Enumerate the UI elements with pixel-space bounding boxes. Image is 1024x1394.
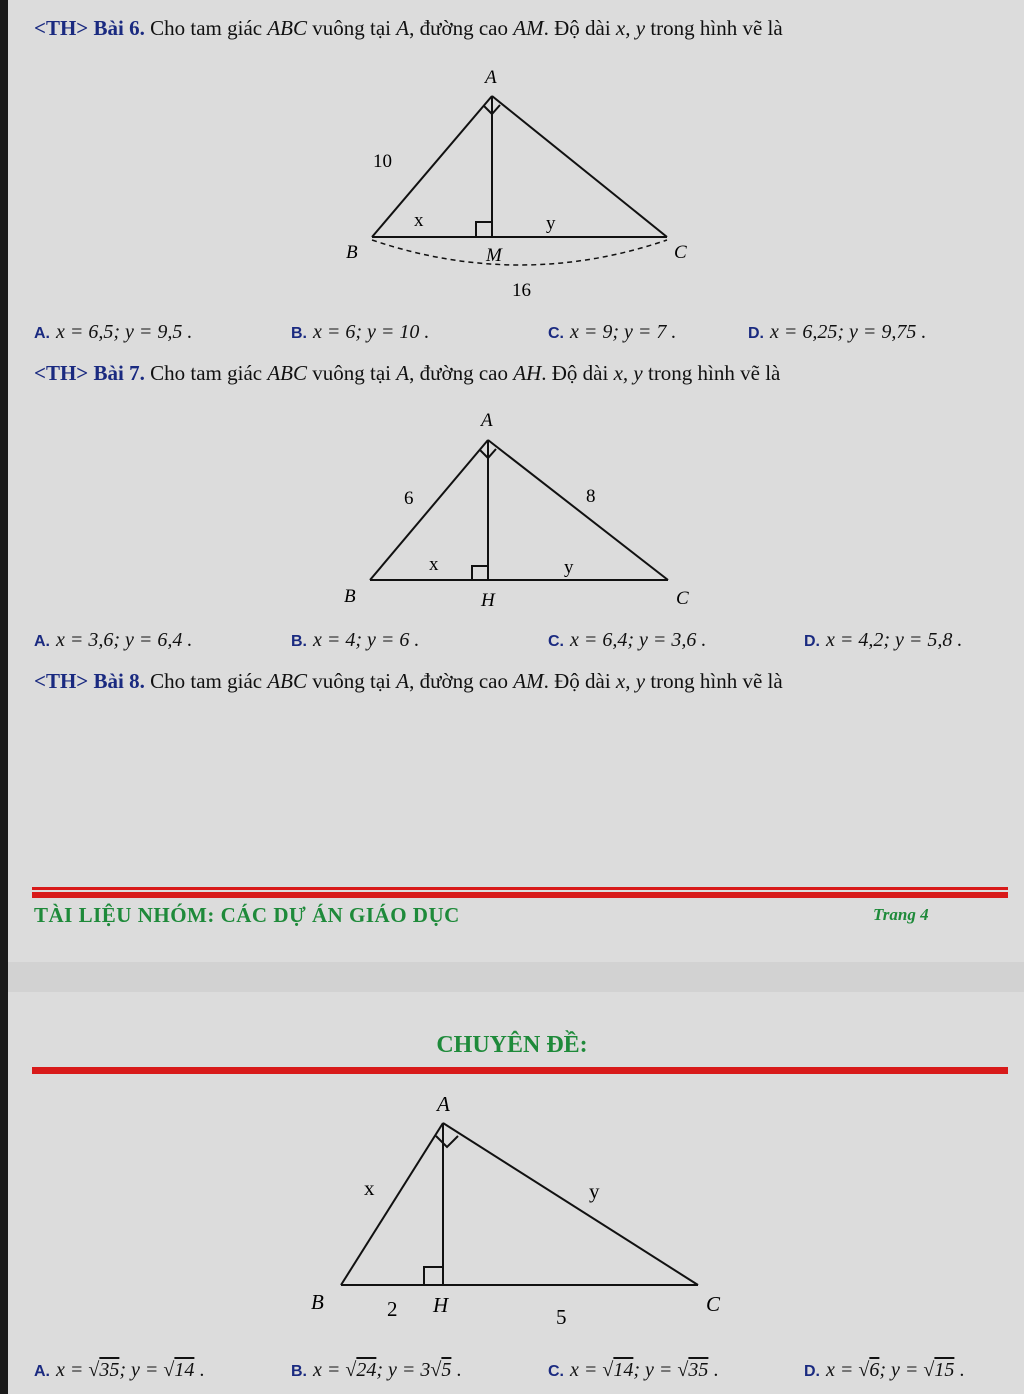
option-value: x = 4; y = 6 . (313, 629, 420, 651)
radicand: 14 (613, 1359, 634, 1381)
figure-6 (372, 96, 667, 265)
option-letter: D. (748, 325, 764, 342)
fig7-label-6: 6 (404, 488, 414, 509)
footer-rule-thick (32, 892, 1008, 898)
problem-tag: <TH> (34, 669, 89, 693)
math: A (396, 361, 410, 385)
problem-7-option-a[interactable] (34, 629, 192, 652)
option-value: x = 4,2; y = 5,8 . (826, 629, 963, 651)
radicand: 6 (869, 1359, 880, 1381)
text: Cho tam giác (150, 669, 268, 693)
problem-7-option-d[interactable] (804, 629, 962, 652)
footer-rule-thin (32, 887, 1008, 890)
text: , đường cao (409, 16, 514, 40)
option-value: x = 3,6; y = 6,4 . (56, 629, 193, 651)
problem-8-option-b[interactable]: B. x = √24; y = 3√5 . (291, 1359, 462, 1381)
fig6-label-y: y (546, 213, 556, 234)
fig6-label-A: A (485, 67, 497, 88)
footer-group-name: TÀI LIỆU NHÓM: CÁC DỰ ÁN GIÁO DỤC (34, 903, 460, 927)
fig8-label-C: C (706, 1292, 721, 1316)
problem-number: Bài 8. (93, 669, 145, 693)
option-value: x = 9; y = 7 . (570, 321, 677, 343)
heading-rule (32, 1067, 1008, 1074)
problem-7-option-b[interactable] (291, 629, 419, 652)
text: trong hình vẽ là (645, 16, 783, 40)
text: , đường cao (409, 361, 514, 385)
fig7-label-8: 8 (586, 486, 596, 507)
text: . Độ dài (543, 669, 616, 693)
option-value: ; y = 3 (376, 1359, 431, 1381)
option-value: x = (56, 1359, 89, 1381)
option-value: . (194, 1359, 205, 1381)
problem-number: Bài 6. (93, 16, 145, 40)
option-value: x = 6,4; y = 3,6 . (570, 629, 707, 651)
radicand: 15 (934, 1359, 955, 1381)
fig7-label-y: y (564, 557, 574, 578)
problem-number: Bài 7. (93, 361, 145, 385)
fig8-label-B: B (311, 1290, 324, 1314)
fig8-label-2: 2 (387, 1297, 398, 1321)
topic-heading: CHUYÊN ĐỀ: (436, 1032, 588, 1058)
option-letter: B. (291, 325, 307, 342)
fig7-label-C: C (676, 588, 689, 609)
option-value: x = 6; y = 10 . (313, 321, 430, 343)
option-letter: D. (804, 1363, 820, 1380)
problem-7-option-c[interactable] (548, 629, 706, 652)
page-number: Trang 4 (873, 905, 929, 924)
math: AM (513, 16, 544, 40)
fig7-label-x: x (429, 554, 439, 575)
option-value: ; y = (119, 1359, 164, 1381)
fig6-label-x: x (414, 210, 424, 231)
option-letter: A. (34, 1363, 50, 1380)
problem-8-statement (34, 669, 783, 694)
option-value: . (954, 1359, 965, 1381)
math: x, y (615, 16, 646, 40)
option-letter: D. (804, 633, 820, 650)
problem-6-option-b[interactable] (291, 321, 429, 344)
option-value: x = (570, 1359, 603, 1381)
fig8-label-y: y (589, 1179, 600, 1203)
text: trong hình vẽ là (642, 361, 781, 385)
fig6-label-16: 16 (512, 280, 531, 301)
option-letter: C. (548, 633, 564, 650)
option-letter: C. (548, 325, 564, 342)
fig6-label-10: 10 (373, 151, 392, 172)
math: A (396, 669, 410, 693)
text: trong hình vẽ là (645, 669, 783, 693)
problem-tag: <TH> (34, 16, 89, 40)
option-value: ; y = (633, 1359, 678, 1381)
fig7-label-H: H (481, 590, 495, 611)
problem-tag: <TH> (34, 361, 89, 385)
fig8-label-H: H (433, 1293, 449, 1317)
text: vuông tại (307, 16, 397, 40)
text: . Độ dài (541, 361, 614, 385)
option-letter: B. (291, 633, 307, 650)
math: ABC (267, 669, 308, 693)
problem-6-option-d[interactable] (748, 321, 926, 344)
text: , đường cao (409, 669, 514, 693)
option-letter: A. (34, 325, 50, 342)
fig6-label-M: M (486, 245, 502, 266)
radicand: 5 (441, 1359, 452, 1381)
math: x, y (615, 669, 646, 693)
option-value: x = (313, 1359, 346, 1381)
radicand: 35 (99, 1359, 120, 1381)
fig8-label-A: A (437, 1092, 450, 1116)
fig6-label-C: C (674, 242, 687, 263)
math: x, y (613, 361, 643, 385)
text: Cho tam giác (150, 16, 268, 40)
math: AM (513, 669, 544, 693)
fig8-label-x: x (364, 1176, 375, 1200)
option-value: . (451, 1359, 462, 1381)
option-value: x = 6,25; y = 9,75 . (770, 321, 927, 343)
problem-6-option-a[interactable] (34, 321, 192, 344)
radicand: 35 (688, 1359, 709, 1381)
figure-7 (370, 440, 668, 580)
text: . Độ dài (543, 16, 616, 40)
math: AH (513, 361, 542, 385)
math: ABC (267, 16, 308, 40)
radicand: 14 (174, 1359, 195, 1381)
problem-6-option-c[interactable] (548, 321, 676, 344)
option-value: . (708, 1359, 719, 1381)
math: ABC (267, 361, 308, 385)
fig7-label-A: A (481, 410, 493, 431)
problem-8-option-d[interactable]: D. x = √6; y = √15 . (804, 1359, 965, 1381)
option-value: x = 6,5; y = 9,5 . (56, 321, 193, 343)
fig8-label-5: 5 (556, 1305, 567, 1329)
option-value: x = (826, 1359, 859, 1381)
text: vuông tại (307, 361, 397, 385)
text: Cho tam giác (150, 361, 268, 385)
figure-chuyen-de (341, 1123, 698, 1285)
math: A (396, 16, 410, 40)
fig6-label-B: B (346, 242, 358, 263)
problem-8-option-a[interactable]: A. x = √35; y = √14 . (34, 1359, 205, 1381)
fig7-label-B: B (344, 586, 356, 607)
text: vuông tại (307, 669, 397, 693)
option-letter: A. (34, 633, 50, 650)
problem-8-option-c[interactable]: C. x = √14; y = √35 . (548, 1359, 719, 1381)
problem-7-statement (34, 361, 780, 386)
option-letter: C. (548, 1363, 564, 1380)
option-value: ; y = (879, 1359, 924, 1381)
option-letter: B. (291, 1363, 307, 1380)
radicand: 24 (356, 1359, 377, 1381)
